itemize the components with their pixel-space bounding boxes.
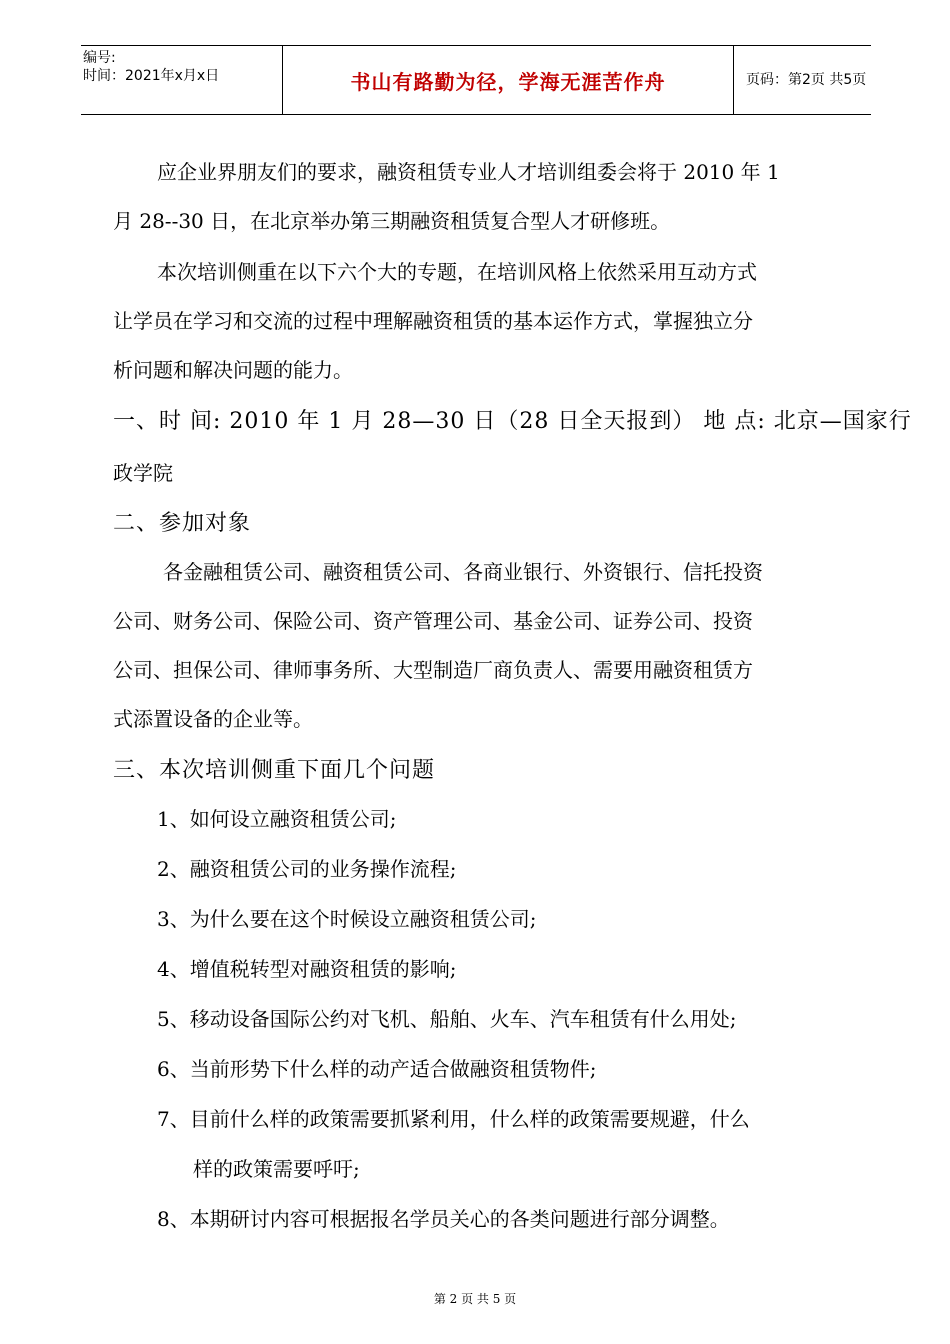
list-item: 1、如何设立融资租赁公司; (157, 807, 397, 831)
list-item: 3、为什么要在这个时候设立融资租赁公司; (157, 907, 537, 931)
section-2-line-b: 公司、财务公司、保险公司、资产管理公司、基金公司、证券公司、投资 (113, 609, 753, 633)
intro-line-2a: 本次培训侧重在以下六个大的专题，在培训风格上依然采用互动方式 (157, 260, 757, 284)
motto: 书山有路勤为径，学海无涯苦作舟 (350, 70, 666, 94)
header-table (81, 45, 871, 115)
section-2-line-a: 各金融租赁公司、融资租赁公司、各商业银行、外资银行、信托投资 (163, 560, 763, 584)
list-item: 6、当前形势下什么样的动产适合做融资租赁物件; (157, 1057, 597, 1081)
intro-line-1a: 应企业界朋友们的要求，融资租赁专业人才培训组委会将于 2010 年 1 (157, 160, 780, 184)
list-item: 4、增值税转型对融资租赁的影响; (157, 957, 457, 981)
list-item: 7、目前什么样的政策需要抓紧利用，什么样的政策需要规避，什么 (157, 1107, 750, 1131)
section-2-title: 二、参加对象 (113, 511, 252, 536)
page-footer: 第 2 页 共 5 页 (433, 1292, 517, 1306)
list-item: 5、移动设备国际公约对飞机、船舶、火车、汽车租赁有什么用处; (157, 1007, 737, 1031)
section-1-line-b: 政学院 (113, 461, 173, 485)
header-page-cell (734, 46, 871, 114)
section-2-line-c: 公司、担保公司、律师事务所、大型制造厂商负责人、需要用融资租赁方 (113, 658, 753, 682)
header-info-cell (81, 46, 282, 114)
number-label: 编号: (83, 50, 116, 66)
date-label: 时间：2021年x月x日 (83, 68, 220, 84)
section-2-line-d: 式添置设备的企业等。 (113, 707, 313, 731)
section-1-line-a: 一、时 间: 2010 年 1 月 28—30 日（28 日全天报到） 地 点: 北京—国家行 (113, 409, 912, 434)
intro-line-2b: 让学员在学习和交流的过程中理解融资租赁的基本运作方式，掌握独立分 (113, 309, 753, 333)
list-item: 8、本期研讨内容可根据报名学员关心的各类问题进行部分调整。 (157, 1207, 730, 1231)
list-item-continuation: 样的政策需要呼吁; (193, 1157, 360, 1181)
page-label: 页码：第2页 共5页 (746, 72, 867, 88)
list-item: 2、融资租赁公司的业务操作流程; (157, 857, 457, 881)
section-3-title: 三、本次培训侧重下面几个问题 (113, 758, 436, 783)
intro-line-2c: 析问题和解决问题的能力。 (113, 358, 353, 382)
intro-line-1b: 月 28--30 日，在北京举办第三期融资租赁复合型人才研修班。 (113, 209, 671, 233)
header-motto-cell (282, 46, 734, 114)
